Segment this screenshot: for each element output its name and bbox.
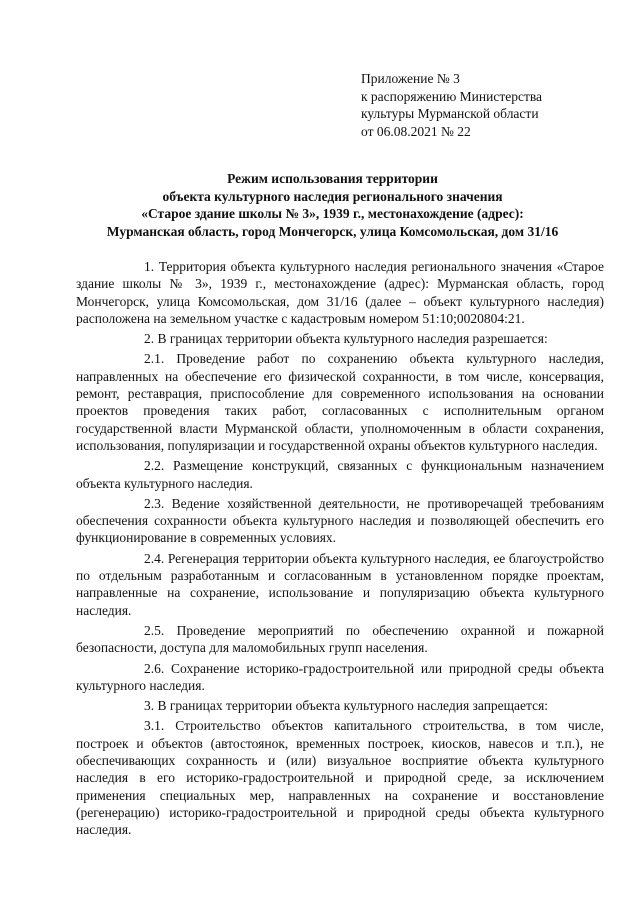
paragraph-text: Регенерация территории объекта культурного наследия, ее благоустройство по отдельным разработанным и согласованным в установленном порядке проектам, направленные на сохранение, использование и популяризацию объекта культурного наследия. xyxy=(76,550,605,618)
paragraph-number: 2.4. xyxy=(144,550,165,566)
paragraph-text: Размещение конструкций, связанных с функциональным назначением объекта культурного наследия. xyxy=(76,458,605,491)
paragraph-2-1 xyxy=(76,350,604,454)
paragraph-3 xyxy=(76,697,604,714)
paragraph-text: Проведение работ по сохранению объекта культурного наследия, направленных на обеспечение его физической сохранности, в том числе, консервация, ремонт, реставрация, приспособление для современного использования на основании проектов проведения таких работ, согласованных с исполнительным органом государственной власти Мурманской области, уполномоченным в области сохранения, использования, популяризации и государственной охраны объектов культурного наследия. xyxy=(76,351,604,453)
paragraph-text: В границах территории объекта культурного наследия запрещается: xyxy=(157,698,549,714)
paragraph-text: Сохранение историко-градостроительной или природной среды объекта культурного наследия. xyxy=(76,660,604,693)
paragraph-2-5 xyxy=(76,622,604,657)
title-line-3: «Старое здание школы № 3», 1939 г., местонахождение (адрес): xyxy=(141,206,524,221)
paragraph-number: 2.5. xyxy=(144,622,165,638)
paragraph-2 xyxy=(76,330,604,347)
paragraph-2-6 xyxy=(76,660,604,695)
title-line-1: Режим использования территории xyxy=(227,171,438,186)
appendix-header xyxy=(361,70,631,140)
paragraph-number: 3. xyxy=(144,698,155,714)
title-line-4: Мурманская область, город Мончегорск, улица Комсомольская, дом 31/16 xyxy=(106,223,559,239)
appendix-order-ref: к распоряжению Министерства xyxy=(361,88,543,104)
paragraph-3-1 xyxy=(76,717,604,838)
paragraph-2-4 xyxy=(76,550,604,619)
paragraph-text: Территория объекта культурного наследия регионального значения «Старое здание школы № 3», 1939 г., местонахождение (адрес): Мурманская область, город Мончегорск, улица Комсомольская, дом 31/16 (далее – объект культурного наследия) расположена на земельном участке с кадастровым номером 51:10;0020804:21. xyxy=(76,259,604,326)
paragraph-number: 2. xyxy=(144,331,155,347)
title-line-2: объекта культурного наследия регионального значения xyxy=(162,188,503,204)
paragraph-text: Ведение хозяйственной деятельности, не противоречащей требованиям обеспечения сохранности объекта культурного наследия и позволяющей обеспечить его функционирование в современных условиях. xyxy=(76,495,605,546)
paragraph-number: 2.1. xyxy=(144,351,165,367)
paragraph-number: 1. xyxy=(144,259,155,274)
document-title xyxy=(60,170,605,240)
paragraph-text: Строительство объектов капитального строительства, в том числе, построек и объектов (автостоянок, временных построек, киосков, навесов и т.п.), не обеспечивающих сохранность и (или) визуальное восприятие объекта культурного наследия в его историко-градостроительной и природной среде, за исключением применения специальных мер, направленных на сохранение и восстановление (регенерацию) историко-градостроительной и природной среды объекта культурного наследия. xyxy=(76,718,604,838)
appendix-number: Приложение № 3 xyxy=(361,71,460,86)
paragraph-number: 3.1. xyxy=(144,718,165,734)
paragraph-2-2 xyxy=(76,457,604,492)
paragraph-number: 2.6. xyxy=(144,660,165,676)
paragraph-number: 2.2. xyxy=(144,458,165,474)
paragraph-number: 2.3. xyxy=(144,495,165,511)
paragraph-1 xyxy=(76,258,604,327)
appendix-date: от 06.08.2021 № 22 xyxy=(361,123,471,139)
paragraph-2-3 xyxy=(76,495,604,547)
document-body xyxy=(76,258,604,842)
appendix-ministry: культуры Мурманской области xyxy=(361,106,539,121)
paragraph-text: В границах территории объекта культурного наследия разрешается: xyxy=(157,331,548,347)
paragraph-text: Проведение мероприятий по обеспечению охранной и пожарной безопасности, доступа для маломобильных групп населения. xyxy=(76,622,604,656)
